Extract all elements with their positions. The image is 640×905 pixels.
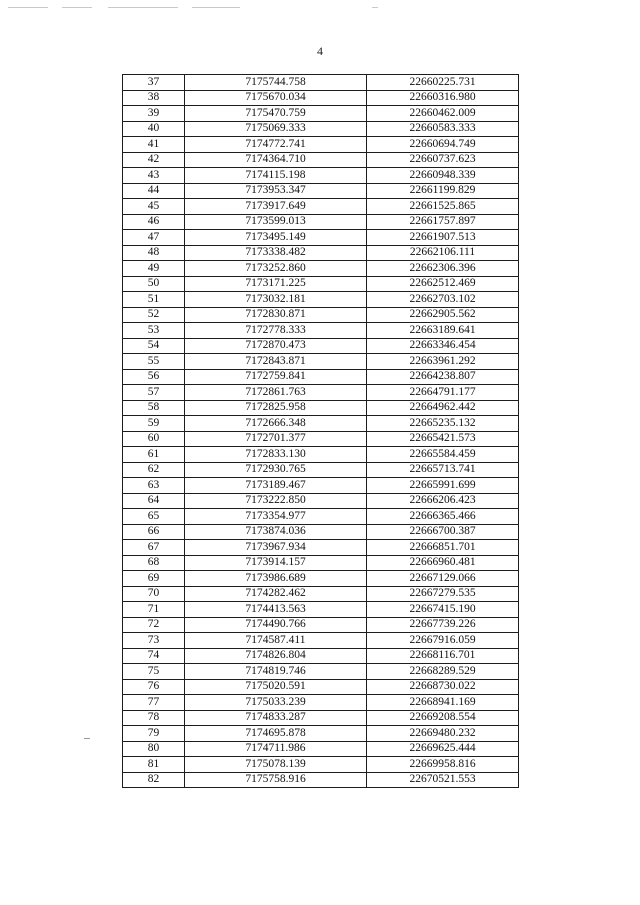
x-coordinate-cell: 7174695.878	[185, 726, 367, 742]
table-row	[123, 276, 519, 292]
y-coordinate-cell: 22660583.333	[367, 121, 519, 137]
point-number-cell: 42	[123, 152, 185, 168]
scan-artifact-header	[0, 0, 640, 14]
x-coordinate-cell: 7173338.482	[185, 245, 367, 261]
y-coordinate-cell: 22667415.190	[367, 602, 519, 618]
point-number-cell: 50	[123, 276, 185, 292]
table-row	[123, 555, 519, 571]
x-coordinate-cell: 7172759.841	[185, 369, 367, 385]
point-number-cell: 48	[123, 245, 185, 261]
table-row	[123, 431, 519, 447]
x-coordinate-cell: 7174413.563	[185, 602, 367, 618]
x-coordinate-cell: 7173917.649	[185, 199, 367, 215]
table-row	[123, 245, 519, 261]
x-coordinate-cell: 7172830.871	[185, 307, 367, 323]
x-coordinate-cell: 7175033.239	[185, 695, 367, 711]
y-coordinate-cell: 22667916.059	[367, 633, 519, 649]
point-number-cell: 82	[123, 772, 185, 788]
x-coordinate-cell: 7173953.347	[185, 183, 367, 199]
point-number-cell: 66	[123, 524, 185, 540]
table-row	[123, 261, 519, 277]
point-number-cell: 44	[123, 183, 185, 199]
y-coordinate-cell: 22668116.701	[367, 648, 519, 664]
point-number-cell: 53	[123, 323, 185, 339]
table-row	[123, 493, 519, 509]
y-coordinate-cell: 22665991.699	[367, 478, 519, 494]
table-row	[123, 323, 519, 339]
table-row	[123, 524, 519, 540]
point-number-cell: 41	[123, 137, 185, 153]
margin-mark	[84, 738, 90, 739]
table-row	[123, 183, 519, 199]
table-row	[123, 602, 519, 618]
y-coordinate-cell: 22662306.396	[367, 261, 519, 277]
point-number-cell: 80	[123, 741, 185, 757]
point-number-cell: 38	[123, 90, 185, 106]
x-coordinate-cell: 7173986.689	[185, 571, 367, 587]
x-coordinate-cell: 7172778.333	[185, 323, 367, 339]
table-row	[123, 75, 519, 91]
x-coordinate-cell: 7173252.860	[185, 261, 367, 277]
table-row	[123, 121, 519, 137]
y-coordinate-cell: 22660225.731	[367, 75, 519, 91]
table-row	[123, 664, 519, 680]
point-number-cell: 58	[123, 400, 185, 416]
y-coordinate-cell: 22661199.829	[367, 183, 519, 199]
x-coordinate-cell: 7172870.473	[185, 338, 367, 354]
y-coordinate-cell: 22664962.442	[367, 400, 519, 416]
x-coordinate-cell: 7175020.591	[185, 679, 367, 695]
point-number-cell: 73	[123, 633, 185, 649]
y-coordinate-cell: 22667129.066	[367, 571, 519, 587]
y-coordinate-cell: 22660694.749	[367, 137, 519, 153]
x-coordinate-cell: 7172666.348	[185, 416, 367, 432]
x-coordinate-cell: 7172825.958	[185, 400, 367, 416]
x-coordinate-cell: 7174826.804	[185, 648, 367, 664]
y-coordinate-cell: 22665235.132	[367, 416, 519, 432]
table-row	[123, 757, 519, 773]
point-number-cell: 76	[123, 679, 185, 695]
x-coordinate-cell: 7172843.871	[185, 354, 367, 370]
table-row	[123, 726, 519, 742]
y-coordinate-cell: 22667739.226	[367, 617, 519, 633]
y-coordinate-cell: 22670521.553	[367, 772, 519, 788]
point-number-cell: 39	[123, 106, 185, 122]
table-row	[123, 710, 519, 726]
y-coordinate-cell: 22666206.423	[367, 493, 519, 509]
point-number-cell: 72	[123, 617, 185, 633]
y-coordinate-cell: 22662703.102	[367, 292, 519, 308]
point-number-cell: 71	[123, 602, 185, 618]
point-number-cell: 65	[123, 509, 185, 525]
point-number-cell: 69	[123, 571, 185, 587]
table-row	[123, 648, 519, 664]
y-coordinate-cell: 22666851.701	[367, 540, 519, 556]
table-row	[123, 292, 519, 308]
table-row	[123, 106, 519, 122]
table-row	[123, 509, 519, 525]
x-coordinate-cell: 7175670.034	[185, 90, 367, 106]
point-number-cell: 46	[123, 214, 185, 230]
y-coordinate-cell: 22668289.529	[367, 664, 519, 680]
table-row	[123, 137, 519, 153]
y-coordinate-cell: 22665421.573	[367, 431, 519, 447]
table-row	[123, 90, 519, 106]
x-coordinate-cell: 7173189.467	[185, 478, 367, 494]
table-row	[123, 772, 519, 788]
y-coordinate-cell: 22669480.232	[367, 726, 519, 742]
table-row	[123, 571, 519, 587]
table-row	[123, 416, 519, 432]
point-number-cell: 64	[123, 493, 185, 509]
point-number-cell: 43	[123, 168, 185, 184]
table-row	[123, 214, 519, 230]
x-coordinate-cell: 7175744.758	[185, 75, 367, 91]
x-coordinate-cell: 7174711.986	[185, 741, 367, 757]
table-row	[123, 230, 519, 246]
table-row	[123, 478, 519, 494]
y-coordinate-cell: 22660316.980	[367, 90, 519, 106]
y-coordinate-cell: 22666700.387	[367, 524, 519, 540]
point-number-cell: 45	[123, 199, 185, 215]
table-row	[123, 679, 519, 695]
x-coordinate-cell: 7174282.462	[185, 586, 367, 602]
point-number-cell: 60	[123, 431, 185, 447]
point-number-cell: 52	[123, 307, 185, 323]
y-coordinate-cell: 22664791.177	[367, 385, 519, 401]
point-number-cell: 56	[123, 369, 185, 385]
y-coordinate-cell: 22668730.022	[367, 679, 519, 695]
y-coordinate-cell: 22663189.641	[367, 323, 519, 339]
point-number-cell: 68	[123, 555, 185, 571]
y-coordinate-cell: 22662512.469	[367, 276, 519, 292]
y-coordinate-cell: 22662905.562	[367, 307, 519, 323]
x-coordinate-cell: 7174833.287	[185, 710, 367, 726]
point-number-cell: 81	[123, 757, 185, 773]
point-number-cell: 77	[123, 695, 185, 711]
y-coordinate-cell: 22660462.009	[367, 106, 519, 122]
table-row	[123, 152, 519, 168]
x-coordinate-cell: 7172701.377	[185, 431, 367, 447]
table-row	[123, 385, 519, 401]
x-coordinate-cell: 7173599.013	[185, 214, 367, 230]
point-number-cell: 59	[123, 416, 185, 432]
x-coordinate-cell: 7172930.765	[185, 462, 367, 478]
table-row	[123, 741, 519, 757]
x-coordinate-cell: 7174490.766	[185, 617, 367, 633]
point-number-cell: 61	[123, 447, 185, 463]
point-number-cell: 67	[123, 540, 185, 556]
x-coordinate-cell: 7175078.139	[185, 757, 367, 773]
x-coordinate-cell: 7175758.916	[185, 772, 367, 788]
point-number-cell: 79	[123, 726, 185, 742]
x-coordinate-cell: 7174819.746	[185, 664, 367, 680]
point-number-cell: 54	[123, 338, 185, 354]
point-number-cell: 57	[123, 385, 185, 401]
table-row	[123, 369, 519, 385]
point-number-cell: 51	[123, 292, 185, 308]
y-coordinate-cell: 22665713.741	[367, 462, 519, 478]
x-coordinate-cell: 7173914.157	[185, 555, 367, 571]
table-row	[123, 462, 519, 478]
x-coordinate-cell: 7174115.198	[185, 168, 367, 184]
x-coordinate-cell: 7173222.850	[185, 493, 367, 509]
point-number-cell: 40	[123, 121, 185, 137]
table-row	[123, 400, 519, 416]
x-coordinate-cell: 7175069.333	[185, 121, 367, 137]
point-number-cell: 49	[123, 261, 185, 277]
x-coordinate-cell: 7175470.759	[185, 106, 367, 122]
point-number-cell: 55	[123, 354, 185, 370]
y-coordinate-cell: 22661757.897	[367, 214, 519, 230]
y-coordinate-cell: 22663346.454	[367, 338, 519, 354]
x-coordinate-cell: 7173171.225	[185, 276, 367, 292]
x-coordinate-cell: 7172833.130	[185, 447, 367, 463]
point-number-cell: 37	[123, 75, 185, 91]
x-coordinate-cell: 7174364.710	[185, 152, 367, 168]
point-number-cell: 62	[123, 462, 185, 478]
y-coordinate-cell: 22667279.535	[367, 586, 519, 602]
y-coordinate-cell: 22660737.623	[367, 152, 519, 168]
y-coordinate-cell: 22669208.554	[367, 710, 519, 726]
x-coordinate-cell: 7173354.977	[185, 509, 367, 525]
point-number-cell: 74	[123, 648, 185, 664]
y-coordinate-cell: 22661907.513	[367, 230, 519, 246]
table-row	[123, 633, 519, 649]
point-number-cell: 47	[123, 230, 185, 246]
table-row	[123, 354, 519, 370]
y-coordinate-cell: 22666960.481	[367, 555, 519, 571]
table-row	[123, 168, 519, 184]
x-coordinate-cell: 7172861.763	[185, 385, 367, 401]
y-coordinate-cell: 22664238.807	[367, 369, 519, 385]
table-row	[123, 199, 519, 215]
y-coordinate-cell: 22669958.816	[367, 757, 519, 773]
point-number-cell: 75	[123, 664, 185, 680]
y-coordinate-cell: 22661525.865	[367, 199, 519, 215]
y-coordinate-cell: 22665584.459	[367, 447, 519, 463]
table-row	[123, 447, 519, 463]
x-coordinate-cell: 7174772.741	[185, 137, 367, 153]
coordinates-table	[122, 74, 519, 788]
table-row	[123, 586, 519, 602]
x-coordinate-cell: 7173967.934	[185, 540, 367, 556]
table-row	[123, 307, 519, 323]
y-coordinate-cell: 22662106.111	[367, 245, 519, 261]
x-coordinate-cell: 7174587.411	[185, 633, 367, 649]
y-coordinate-cell: 22668941.169	[367, 695, 519, 711]
page-number: 4	[317, 44, 323, 58]
point-number-cell: 63	[123, 478, 185, 494]
x-coordinate-cell: 7173032.181	[185, 292, 367, 308]
table-row	[123, 695, 519, 711]
x-coordinate-cell: 7173874.036	[185, 524, 367, 540]
coordinates-table-body	[123, 75, 519, 788]
y-coordinate-cell: 22669625.444	[367, 741, 519, 757]
point-number-cell: 70	[123, 586, 185, 602]
table-row	[123, 338, 519, 354]
point-number-cell: 78	[123, 710, 185, 726]
y-coordinate-cell: 22663961.292	[367, 354, 519, 370]
y-coordinate-cell: 22660948.339	[367, 168, 519, 184]
y-coordinate-cell: 22666365.466	[367, 509, 519, 525]
x-coordinate-cell: 7173495.149	[185, 230, 367, 246]
table-row	[123, 617, 519, 633]
table-row	[123, 540, 519, 556]
